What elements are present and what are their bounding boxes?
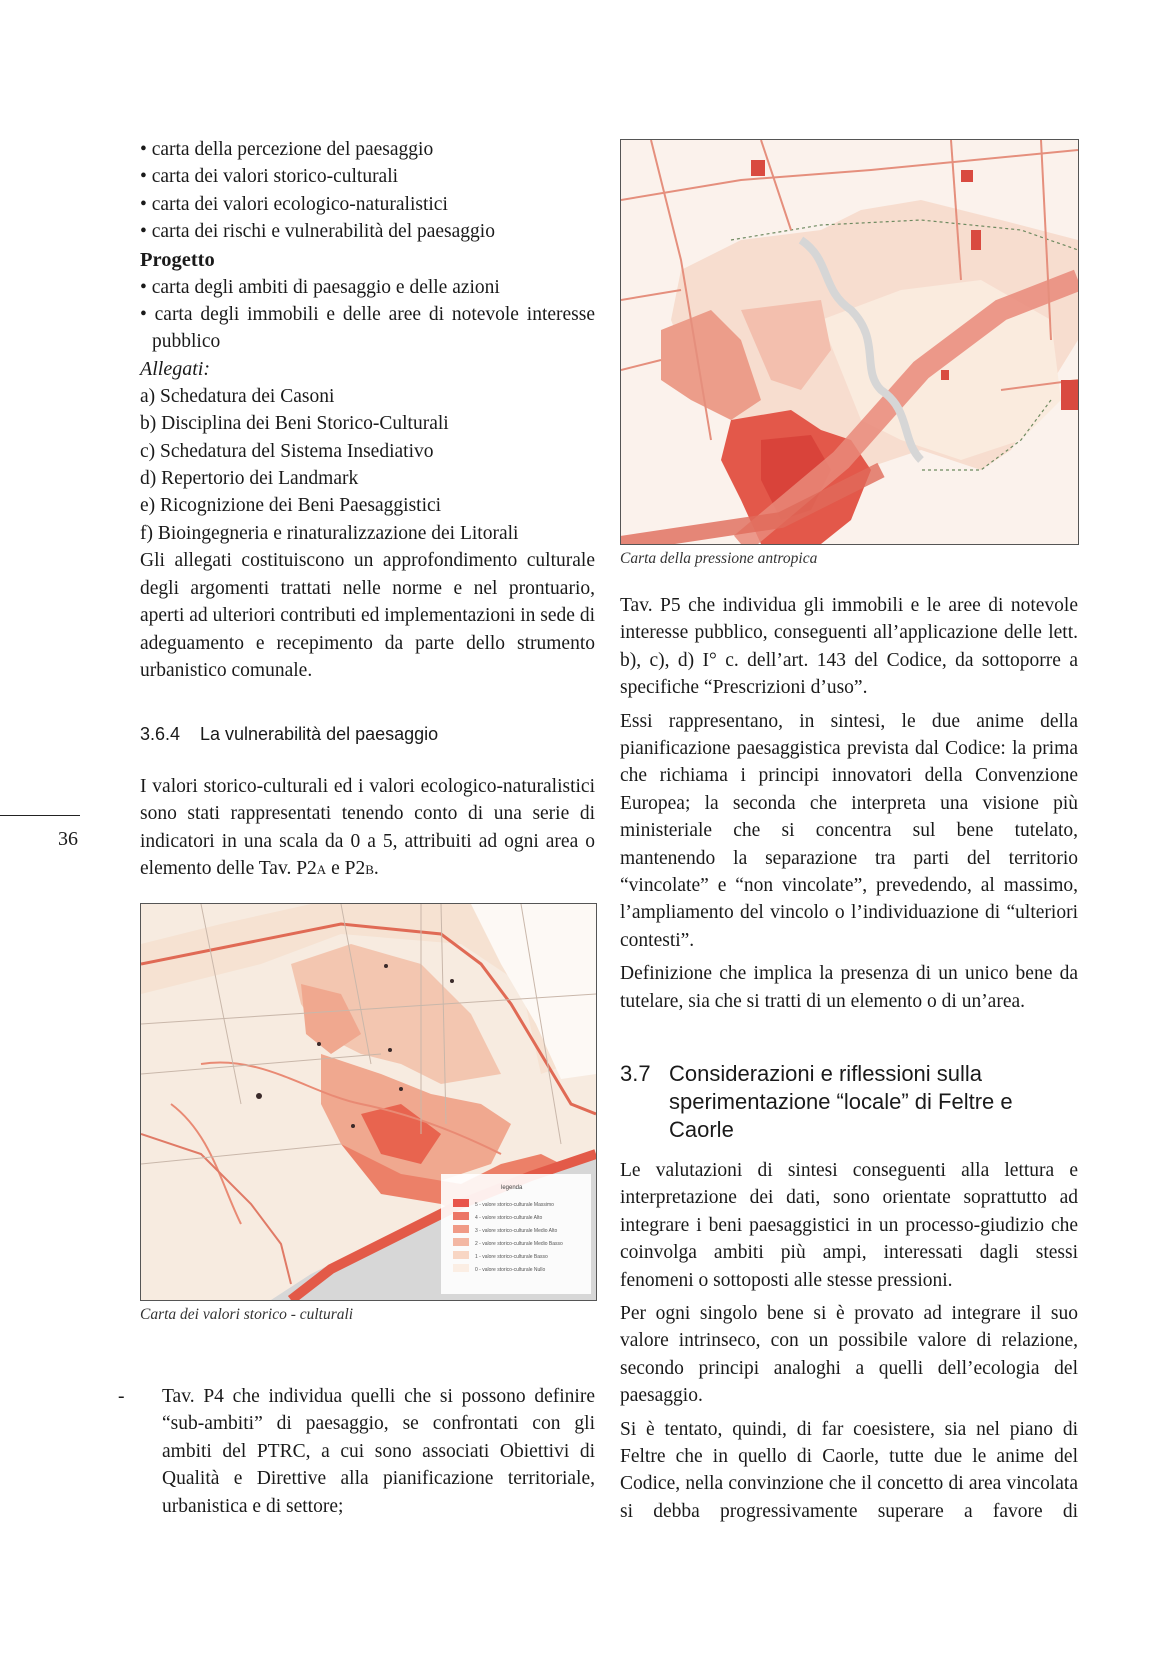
- legend-label: 3 - valore storico-culturale Medio Alto: [475, 1228, 558, 1234]
- allegati-paragraph: Gli allegati costituiscono un approfondimento culturale degli argomenti trattati nelle norme e nel prontuario, aperti ad ulteriori contributi ed implementazioni in sede di adeguamento e recepimento da parte dello strumento urbanistico comunale.: [140, 550, 595, 681]
- legend-title: legenda: [501, 1185, 523, 1191]
- legend-label: 0 - valore storico-culturale Nullo: [475, 1267, 546, 1273]
- list-item: • carta dei valori ecologico-naturalistici: [140, 193, 448, 215]
- legend-label: 1 - valore storico-culturale Basso: [475, 1254, 548, 1260]
- section-title: Considerazioni e riflessioni sulla sperimentazione “locale” di Feltre e Caorle: [669, 1061, 1013, 1142]
- legend-swatch: [453, 1251, 469, 1259]
- list-item: • carta degli immobili e delle aree di notevole interesse pubblico: [140, 304, 595, 353]
- valutazioni-paragraph: Le valutazioni di sintesi conseguenti alla lettura e interpretazione dei dati, sono orientate soprattutto ad integrare i beni paesaggistici in un processo-giudizio che coinvolga ambiti più ampi, interessati dagli stessi fenomeni o sottoposti alle stesse pressioni.: [620, 1160, 1078, 1291]
- map-valori-storico-culturali: [140, 903, 597, 1301]
- legend-swatch: [453, 1212, 469, 1220]
- legend-swatch: [453, 1264, 469, 1272]
- vulnerability-block: [140, 773, 595, 884]
- legend-swatch: [453, 1238, 469, 1246]
- map-graphic: [141, 904, 596, 1300]
- vulnerability-paragraph: I valori storico-culturali ed i valori ecologico-naturalistici sono stati rappresentati tenendo conto di una serie di indicatori in una scala da 0 a 5, attribuiti ad ogni area o elemento delle Tav. P2A e P2B.: [140, 776, 595, 880]
- section-heading-3-7: [620, 1060, 1078, 1144]
- map-graphic: [621, 140, 1078, 544]
- section-number: 3.7: [620, 1061, 651, 1086]
- page-number: 36: [58, 828, 78, 850]
- list-item: • carta dei valori storico-culturali: [140, 166, 399, 188]
- right-column-bottom: [620, 1157, 1078, 1525]
- map-caption-right: Carta della pressione antropica: [620, 550, 818, 567]
- allegato-item: f) Bioingegneria e rinaturalizzazione dei Litorali: [140, 522, 519, 544]
- p5-paragraph: Tav. P5 che individua gli immobili e le aree di notevole interesse pubblico, conseguenti all’applicazione delle lett. b), c), d) I° c. dell’art. 143 del Codice, da sottoporre a specifiche “Prescrizioni d’uso”.: [620, 595, 1078, 699]
- section-number: 3.6.4: [140, 724, 181, 744]
- legend-label: 2 - valore storico-culturale Medio Basso: [475, 1241, 563, 1247]
- list-item: • carta degli ambiti di paesaggio e delle azioni: [140, 276, 500, 298]
- list-item: • carta della percezione del paesaggio: [140, 139, 434, 160]
- allegato-item: e) Ricognizione dei Beni Paesaggistici: [140, 495, 442, 517]
- bene-paragraph: Per ogni singolo bene si è provato ad integrare il suo valore intrinseco, con un possibile valore di relazione, secondo principi analoghi a quelli dell’ecologia del paesaggio.: [620, 1303, 1078, 1407]
- right-column-text: [620, 592, 1078, 1015]
- p4-block: [118, 1383, 595, 1520]
- tentato-paragraph: Si è tentato, quindi, di far coesistere, sia nel piano di Feltre che in quello di Caorle, tutte due le anime del Codice, nella convinzione che il concetto di area vincolata si debba progressivamente superare a favore di: [620, 1418, 1078, 1522]
- section-heading-3-6-4: [140, 724, 438, 745]
- section-title: La vulnerabilità del paesaggio: [200, 724, 439, 744]
- progetto-heading: Progetto: [140, 248, 215, 271]
- map-pressione-antropica: [620, 139, 1079, 545]
- allegato-item: b) Disciplina dei Beni Storico-Culturali: [140, 413, 449, 435]
- list-item: • carta dei rischi e vulnerabilità del paesaggio: [140, 221, 495, 243]
- anime-paragraph: Essi rappresentano, in sintesi, le due anime della pianificazione paesaggistica prevista dal Codice: la prima che richiama i principi innovatori della Convenzione Europea; la seconda che interpreta una visione più ministeriale che si concentra sul bene tutelato, mantenendo la separazione tra parti del territorio “vincolate” e “non vincolate”, prevedendo, al massimo, l’ampliamento del vincolo o l’individuazione di “ulteriori contesti”.: [620, 710, 1078, 951]
- legend-label: 5 - valore storico-culturale Massimo: [475, 1202, 554, 1208]
- dash-bullet: -: [118, 1386, 125, 1407]
- definizione-paragraph: Definizione che implica la presenza di un unico bene da tutelare, sia che si tratti di un elemento o di un’area.: [620, 963, 1078, 1012]
- allegato-item: d) Repertorio dei Landmark: [140, 468, 359, 490]
- legend-label: 4 - valore storico-culturale Alto: [475, 1215, 543, 1221]
- p4-paragraph: - Tav. P4 che individua quelli che si possono definire “sub-ambiti” di paesaggio, se confrontati con gli ambiti del PTRC, a cui sono associati Obiettivi di Qualità e Direttive alla pianificazione territoriale, urbanistica e di settore;: [140, 1383, 595, 1520]
- allegati-heading: Allegati:: [140, 357, 210, 380]
- legend-swatch: [453, 1199, 469, 1207]
- allegato-item: c) Schedatura del Sistema Insediativo: [140, 440, 434, 462]
- legend-swatch: [453, 1225, 469, 1233]
- allegato-item: a) Schedatura dei Casoni: [140, 385, 335, 407]
- left-column-top: [140, 136, 595, 684]
- margin-rule: [0, 815, 80, 816]
- map-caption-left: Carta dei valori storico - culturali: [140, 1306, 354, 1323]
